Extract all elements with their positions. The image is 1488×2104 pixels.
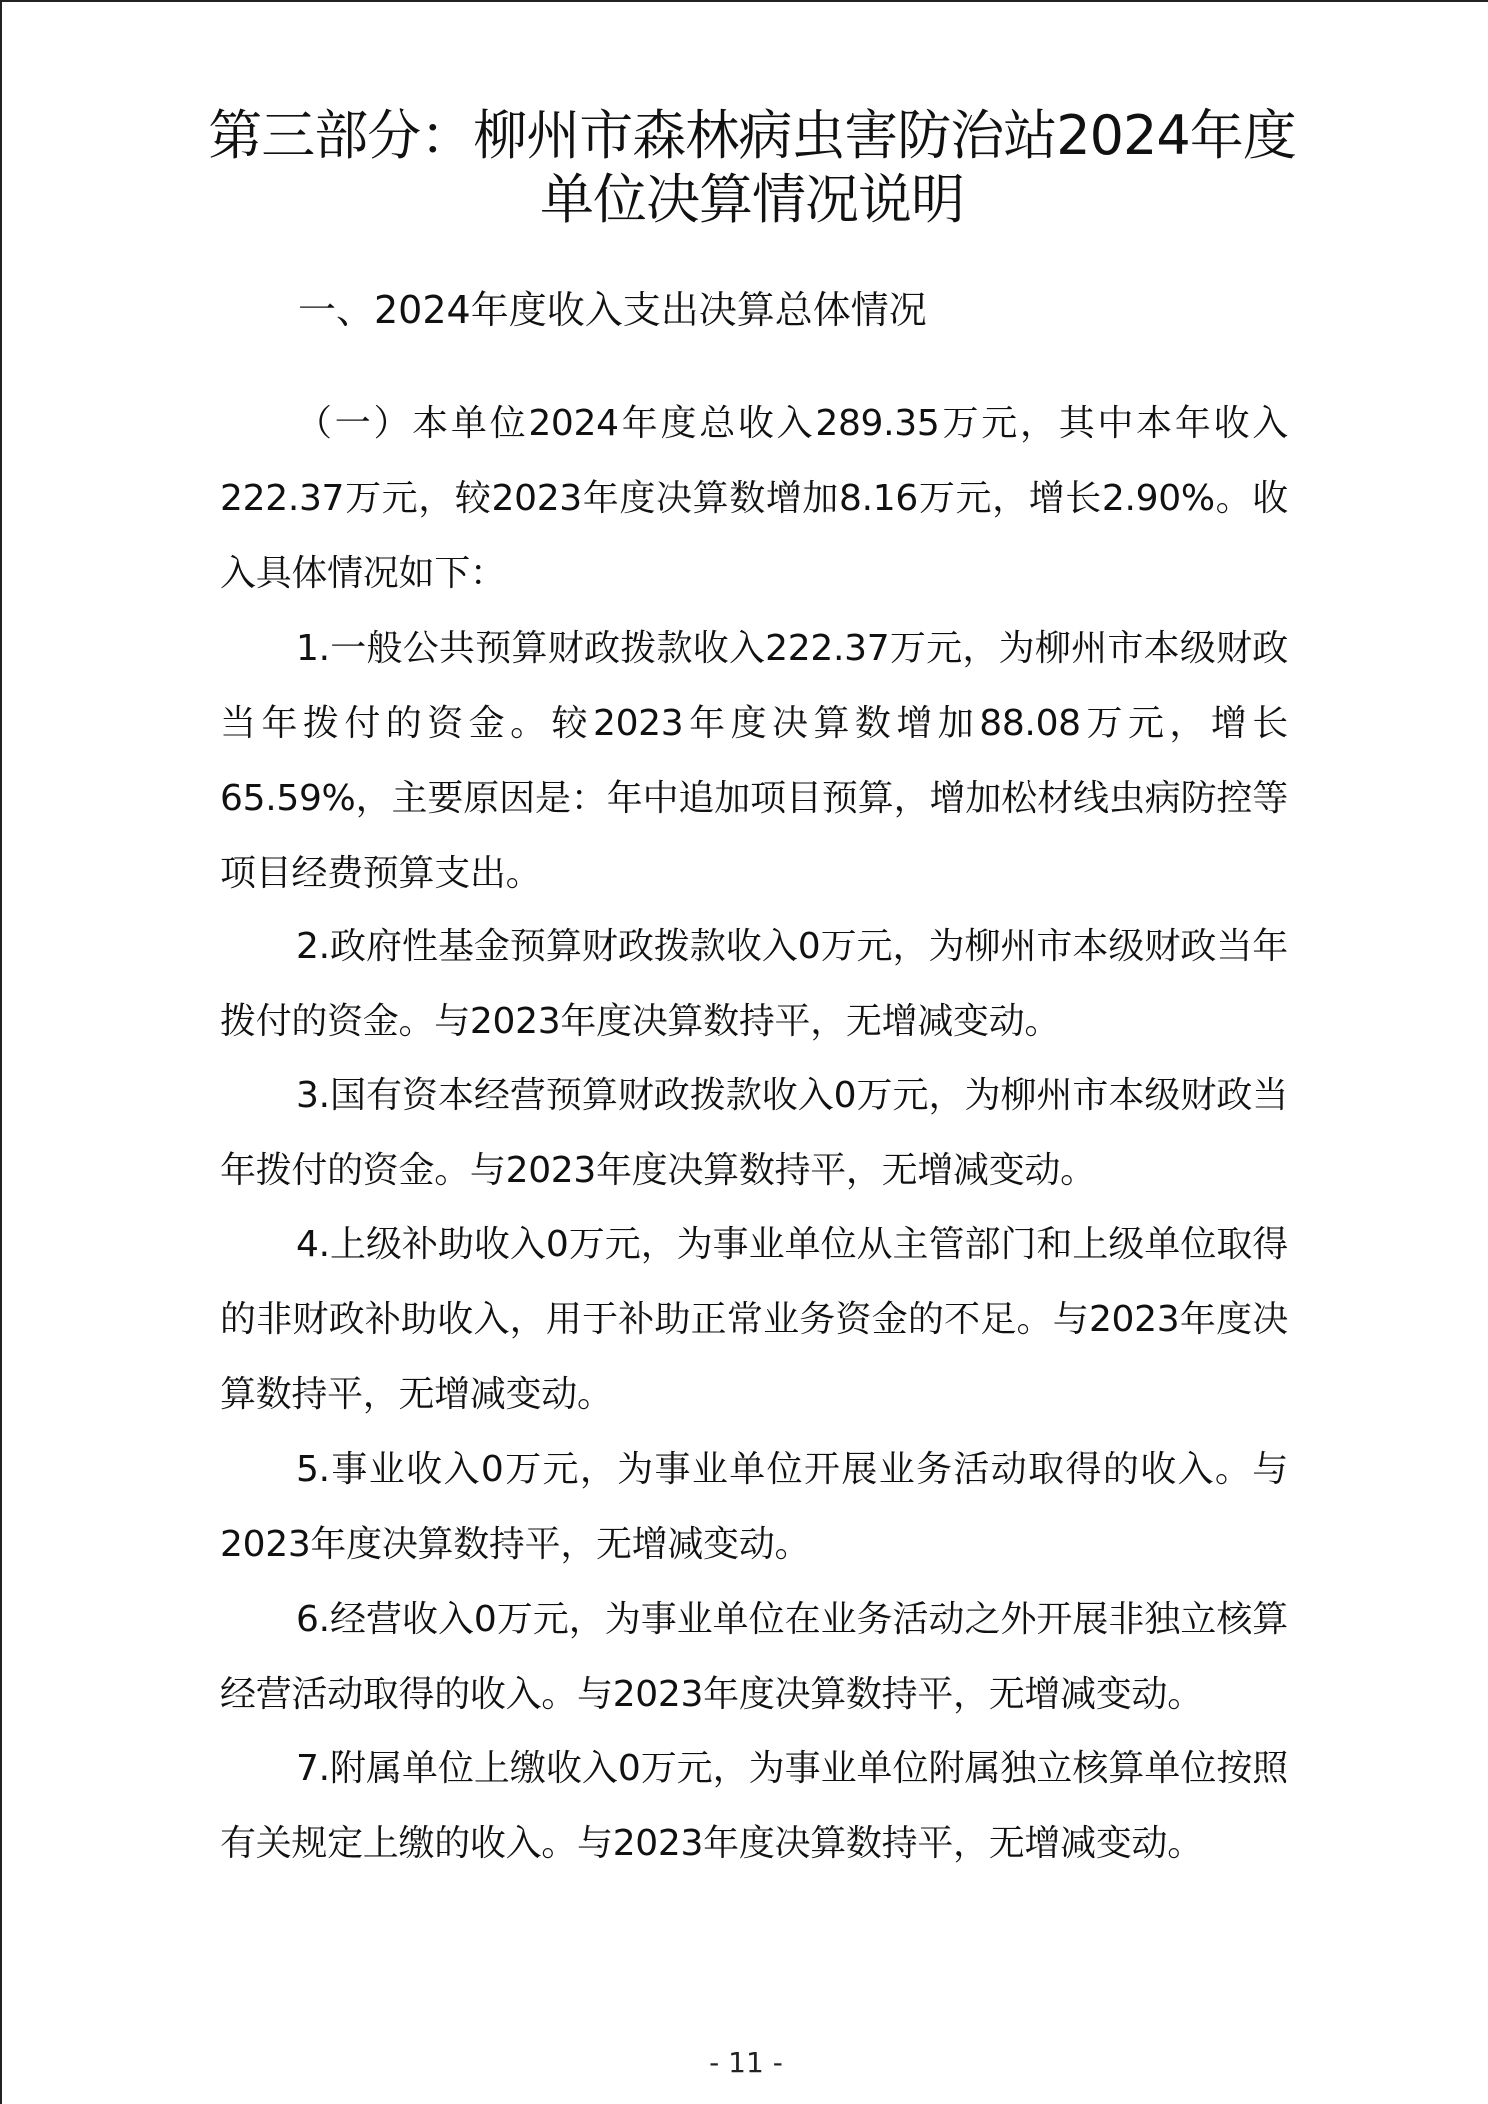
paragraph-general-budget-income: 1.一般公共预算财政拨款收入222.37万元，为柳州市本级财政当年拨付的资金。较2023年度决算数增加88.08万元，增长65.59%，主要原因是：年中追加项目预算，增加松材线虫病防控等项目经费预算支出。 bbox=[220, 628, 1288, 894]
paragraph-affiliated-unit-income: 7.附属单位上缴收入0万元，为事业单位附属独立核算单位按照有关规定上缴的收入。与2023年度决算数持平，无增减变动。 bbox=[220, 1748, 1288, 1864]
page-title: 第三部分：柳州市森林病虫害防治站2024年度单位决算情况说明 bbox=[208, 104, 1296, 231]
paragraph-operating-income: 6.经营收入0万元，为事业单位在业务活动之外开展非独立核算经营活动取得的收入。与2023年度决算数持平，无增减变动。 bbox=[220, 1599, 1288, 1715]
paragraph-business-income: 5.事业收入0万元，为事业单位开展业务活动取得的收入。与2023年度决算数持平，无增减变动。 bbox=[220, 1449, 1288, 1565]
paragraph-government-fund-income: 2.政府性基金预算财政拨款收入0万元，为柳州市本级财政当年拨付的资金。与2023年度决算数持平，无增减变动。 bbox=[220, 926, 1288, 1042]
section-heading: 一、2024年度收入支出决算总体情况 bbox=[298, 288, 927, 332]
page-number: - 11 - bbox=[709, 2046, 783, 2079]
paragraph-total-income: （一）本单位2024年度总收入289.35万元，其中本年收入222.37万元，较2023年度决算数增加8.16万元，增长2.90%。收入具体情况如下： bbox=[220, 403, 1288, 594]
paragraph-state-capital-income: 3.国有资本经营预算财政拨款收入0万元，为柳州市本级财政当年拨付的资金。与2023年度决算数持平，无增减变动。 bbox=[220, 1075, 1288, 1191]
paragraph-superior-subsidy-income: 4.上级补助收入0万元，为事业单位从主管部门和上级单位取得的非财政补助收入，用于补助正常业务资金的不足。与2023年度决算数持平，无增减变动。 bbox=[220, 1224, 1288, 1415]
